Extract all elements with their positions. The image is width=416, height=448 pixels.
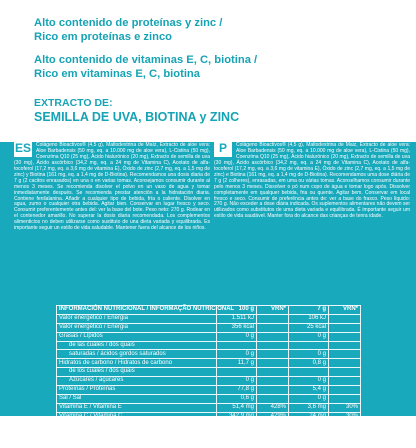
claim-line-pt: Rico em vitaminas E, C, biotina [34,68,200,80]
nutrition-row [57,394,361,403]
header-vrn-7g: VRN* [329,306,361,315]
vrn-100g [257,394,289,403]
vrn-100g: 429% [257,412,289,421]
value-7g [289,341,329,350]
value-7g: 0 g [289,350,329,359]
vrn-100g [257,368,289,377]
language-badge-es: ES [14,141,31,155]
claim-vitamins [34,53,257,81]
value-7g: 3,6 mg [289,403,329,412]
nutrient-name: Vitamina C / Vitamina C [57,412,217,421]
nutrition-footnote: *VRN: Valores de Referencia de Nutrientes / Nutrientes Valores de Referência [57,439,361,448]
value-7g: 0 g [289,377,329,386]
value-100g: 0 g [217,350,257,359]
vrn-7g [329,394,361,403]
vrn-100g [257,359,289,368]
vrn-7g [329,359,361,368]
nutrient-name: saturadas / ácidos gordos saturados [57,350,217,359]
spanish-column [14,137,210,232]
value-100g: 11,7 g [217,359,257,368]
nutrient-name: Proteínas / Proteínas [57,386,217,395]
nutrition-row [57,421,361,430]
language-badge-pt: P [214,139,232,157]
vrn-7g: 30% [329,403,361,412]
value-100g: 51,4 mg [217,403,257,412]
nutrient-name: Valor energético / Energia [57,314,217,323]
value-100g: 1.428,6 µg [217,421,257,430]
nutrition-body [57,314,361,438]
nutrient-name: Biotina / Biotina [57,421,217,430]
vrn-7g [329,377,361,386]
value-7g: 5,4 g [289,386,329,395]
nutrient-name: de las cuales / dos quais [57,341,217,350]
header-100g: 100 g [217,306,257,315]
nutrient-name: Vitamina E / Vitamina E [57,403,217,412]
vrn-7g [329,332,361,341]
portuguese-column [214,137,410,220]
value-100g: 0,6 g [217,394,257,403]
value-100g: 0 g [217,332,257,341]
vrn-100g [257,386,289,395]
portuguese-text: Contém um colher de dosagem. Ingredientes por dose diária: Péptidos de Colágeno Bioactivos® (4,5 g), Maltodextrina de Maiz, Extracto de aloe vera: Aloe Barbadensis (50 mg, eq. a 10.000 mg de aloe vera), L-Cistina (50 mg), Coenzima Q10 (25 mg), Ácido hialurónico (20 mg), Extracto de semilla de uva (30 mg), Ácido ascórbico (34,2 mg, eq. a 24 mg de Vitamina C), Acetato de alfa-tocoferol (17,2 mg, eq. a 3,6 mg de vitamina E), Óxido de zinc (2,7 mg, eq. a 1,5 mg de zinc) e Biotina (161 mg, eq. a 1,4 mg de D-Biotina). Recomendamos uma dose diária de 7 g (2 colheres), enrasadas, em uma ou várias tomas. Aconselhamos consumir durante pelo menos 3 meses. Dissolver o pó num copo de água e tomar logo após. Dissolver completamente em qualquer bebida, fria ou quente. Agitar bem. Conservar em local fresco e seco. Consumir de preferência antes de: ver a base do frasco. Peso líquido: 270 g. Não exceder a dose diária indicada. Os suplementos alimentares não devem ser utilizados como substitutos de uma dieta variada e equilibrada. É importante seguir um estilo de vida saudável. Manter fora do alcance das crianças de tenra idade. [214,136,410,220]
spanish-text: Contiene un cacito dosificador. Ingredientes por dosis diaria: Péptidos de Colágeno Bioactivos® (4,5 g), Maltodextrina de Maíz, Extracto de aloe vera: Aloe Barbadensis (50 mg, eq. a 10.000 mg de aloe vera), L-Cistina (50 mg), Coenzima Q10 (25 mg), Ácido hialurónico (20 mg), Extracto de semilla de uva (30 mg), Ácido ascórbico (34,2 mg, eq. a 24 mg de Vitamina C), Acetato de alfa-tocoferol (17,2 mg, eq. a 3,6 mg de vitamina E), Óxido de zinc (2,7 mg, eq. a 1,5 mg de zinc) y Biotina (161 mg, eq. a 1,4 mg de D-Biotina). Recomendamos una dosis diaria de 7 g (2 cacitos enrasados) en una o en varias tomas. Aconsejamos consumir durante al menos 3 meses. Se recomienda disolver el polvo en un vaso de agua y tomar inmediatamente después. Se recomienda prestar atención a la hidratación diaria. Contiene fenilalanina. Añadir a cualquier tipo de bebida, fría o caliente. Disolver en agua, zumo o cualquier otra bebida. Agitar bien. Conservar en lugar fresco y seco. Consumir preferentemente antes del: ver la base del bote. Peso neto: 270 g. Rodear en el contenedor amarillo. No superar la dosis diaria recomendada. Los complementos alimenticios no deben utilizarse como sustituto de una dieta variada y equilibrada. Es importante seguir un estilo de vida saludable. Mantener fuera del alcance de los niños. [14,136,210,232]
nutrient-name: Grasas / Lípidos [57,332,217,341]
value-100g: 1.511 kJ [217,314,257,323]
vrn-7g [329,341,361,350]
vrn-7g: 200% [329,421,361,430]
value-100g [217,368,257,377]
vrn-7g [329,314,361,323]
nutrition-row [57,314,361,323]
vrn-100g [257,332,289,341]
nutrition-row [57,386,361,395]
claim-line-es: Alto contenido de vitaminas E, C, biotina / [34,54,258,66]
value-7g: 24 mg [289,412,329,421]
vrn-100g [257,314,289,323]
vrn-7g [329,368,361,377]
vrn-7g [329,323,361,332]
nutrient-name: de los cuales / dos quais [57,368,217,377]
nutrition-row [57,403,361,412]
value-7g: 106 kJ [289,314,329,323]
nutrition-row [57,359,361,368]
value-100g: 356 kcal [217,323,257,332]
vrn-100g [257,341,289,350]
nutrient-name: Zinc / Zinco [57,430,217,439]
value-7g: 0 g [289,332,329,341]
value-7g: 100 µg [289,421,329,430]
claim-line-es: Alto contenido de proteínas y zinc / [34,17,223,29]
extract-label: EXTRACTO DE: [34,97,113,109]
vrn-100g: 428% [257,403,289,412]
value-7g: 3 mg [289,430,329,439]
nutrient-name: Hidratos de carbono / Hidratos de carbono [57,359,217,368]
nutrition-row [57,412,361,421]
vrn-100g: 430% [257,430,289,439]
nutrition-row [57,430,361,439]
nutrition-row [57,350,361,359]
nutrition-row [57,332,361,341]
vrn-100g: 2857% [257,421,289,430]
extract-value: SEMILLA DE UVA, BIOTINA y ZINC [34,110,240,124]
value-7g: 0 g [289,394,329,403]
nutrition-row [57,368,361,377]
nutrition-table-wrapper [56,305,360,448]
header-title: INFORMACIÓN NUTRICIONAL / INFORMAÇÃO NUTRICIONAL [57,306,217,315]
nutrient-name: Azúcares / açúcares [57,377,217,386]
claims-area [0,0,416,140]
value-100g: 342,9 mg [217,412,257,421]
vrn-7g: 30% [329,412,361,421]
vrn-100g [257,350,289,359]
value-7g: 0,8 g [289,359,329,368]
nutrition-row [57,323,361,332]
nutrition-header-row [57,306,361,315]
value-100g: 43 mg [217,430,257,439]
vrn-100g [257,323,289,332]
nutrition-row [57,341,361,350]
nutrient-name: Valor energético / Energia [57,323,217,332]
claim-proteins-zinc [34,16,222,44]
value-100g: 0 g [217,377,257,386]
vrn-7g [329,350,361,359]
header-vrn-100g: VRN* [257,306,289,315]
nutrition-row [57,377,361,386]
nutrition-footnote-row [57,439,361,448]
value-7g [289,368,329,377]
vrn-100g [257,377,289,386]
value-7g: 25 kcal [289,323,329,332]
claim-line-pt: Rico em proteínas e zinco [34,31,173,43]
vrn-7g [329,386,361,395]
nutrition-table [56,305,361,448]
value-100g [217,341,257,350]
value-100g: 77,8 g [217,386,257,395]
header-7g: 7 g [289,306,329,315]
nutrient-name: Sal / Sal [57,394,217,403]
vrn-7g: 30% [329,430,361,439]
